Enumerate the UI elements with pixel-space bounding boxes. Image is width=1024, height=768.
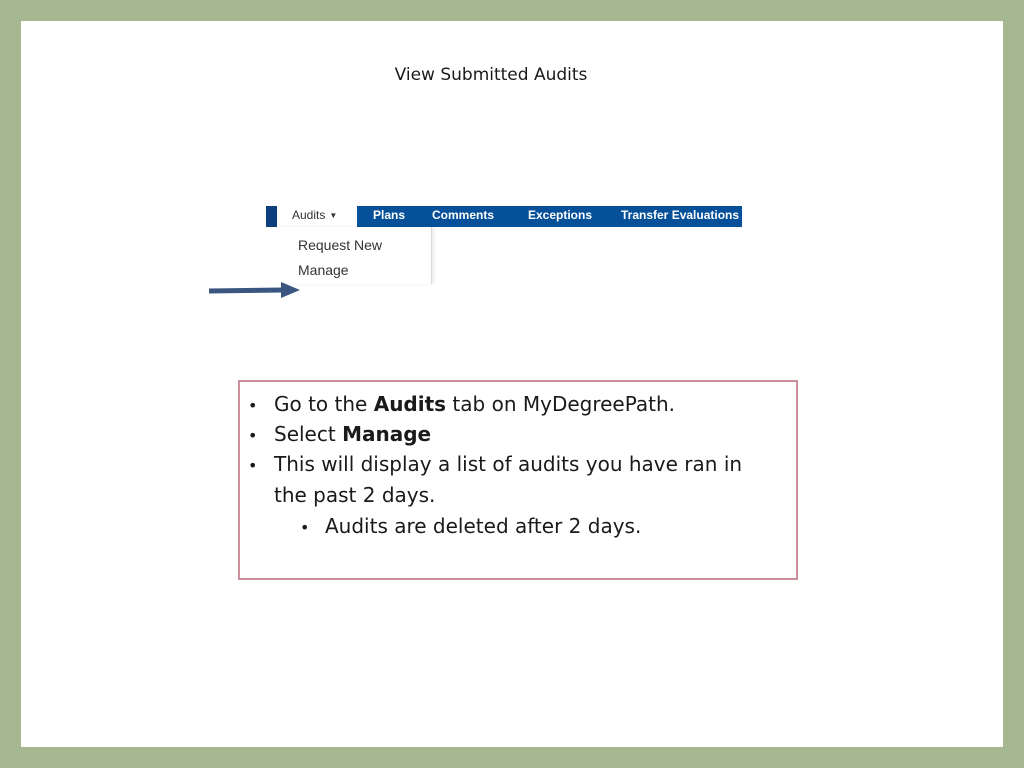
instruction-line-1 xyxy=(274,392,675,416)
text-segment: tab on MyDegreePath. xyxy=(446,392,676,416)
tab-audits[interactable] xyxy=(277,206,357,227)
chevron-down-icon: ▼ xyxy=(329,211,338,220)
bullet-marker: • xyxy=(248,456,258,475)
instruction-line-3b: the past 2 days. xyxy=(274,483,436,507)
text-bold-audits: Audits xyxy=(373,392,447,416)
text-segment: Select xyxy=(274,422,343,446)
nav-screenshot xyxy=(266,206,742,284)
tab-audits-label: Audits xyxy=(292,208,326,222)
instruction-line-2 xyxy=(274,422,431,446)
tab-exceptions[interactable]: Exceptions xyxy=(528,208,593,222)
tab-comments[interactable]: Comments xyxy=(432,208,495,222)
slide xyxy=(21,21,1003,747)
text-bold-manage: Manage xyxy=(342,422,432,446)
bullet-marker: • xyxy=(248,426,258,445)
instructions-box xyxy=(238,380,798,580)
menu-item-request-new[interactable]: Request New xyxy=(298,237,383,253)
arrow-right-icon xyxy=(209,281,301,301)
text-segment: Go to the xyxy=(274,392,374,416)
menu-item-manage[interactable]: Manage xyxy=(298,262,349,278)
instruction-sub-1: Audits are deleted after 2 days. xyxy=(325,514,642,538)
instruction-line-3a: This will display a list of audits you have ran in xyxy=(274,452,743,476)
tab-transfer-evaluations[interactable]: Transfer Evaluations xyxy=(621,208,740,222)
tab-plans[interactable]: Plans xyxy=(373,208,406,222)
sub-bullet-marker: • xyxy=(300,518,310,537)
audits-dropdown-menu xyxy=(277,227,432,284)
nav-bar-edge xyxy=(266,206,277,227)
slide-title: View Submitted Audits xyxy=(394,65,588,85)
bullet-marker: • xyxy=(248,396,258,415)
